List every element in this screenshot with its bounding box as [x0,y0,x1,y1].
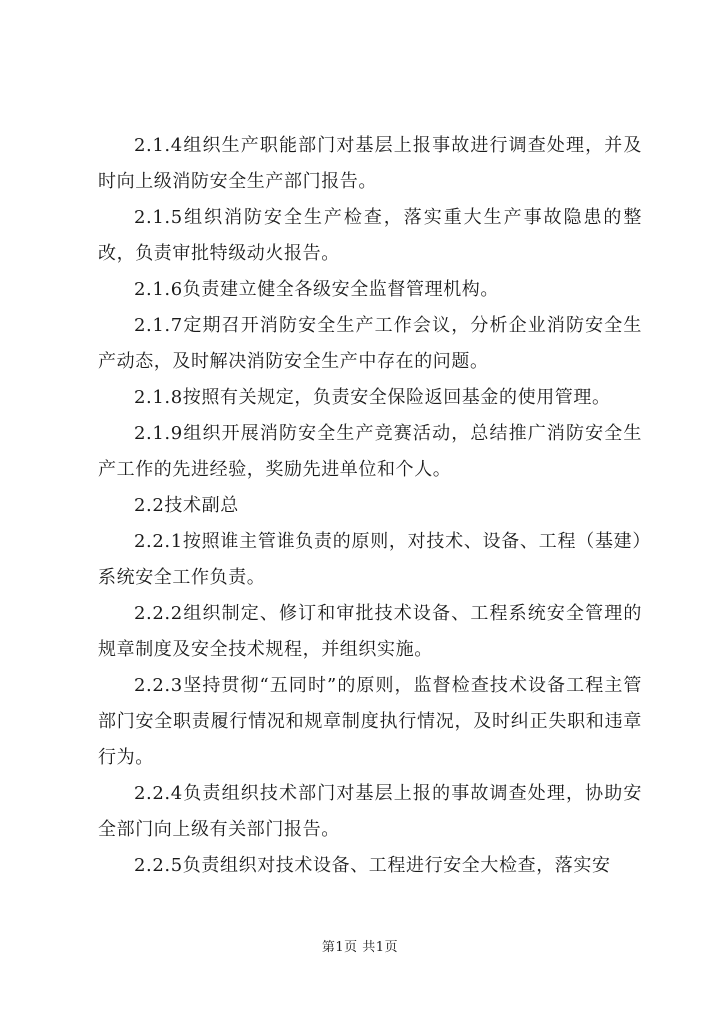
section-heading-2-2: 2.2技术副总 [134,495,239,516]
paragraph-2-2-1: 2.2.1按照谁主管谁负责的原则，对技术、设备、工程（基建）系统安全工作负责。 [98,531,642,588]
paragraph-2-1-6: 2.1.6负责建立健全各级安全监督管理机构。 [134,279,499,300]
paragraph-2-2-4: 2.2.4负责组织技术部门对基层上报的事故调查处理，协助安全部门向上级有关部门报告。 [98,783,642,840]
document-body [98,128,642,884]
paragraph-2-1-5: 2.1.5组织消防安全生产检查，落实重大生产事故隐患的整改，负责审批特级动火报告。 [98,207,642,264]
paragraph-2-2-2: 2.2.2组织制定、修订和审批技术设备、工程系统安全管理的规章制度及安全技术规程，并组织实施。 [98,603,642,660]
paragraph-2-2-3: 2.2.3坚持贯彻“五同时”的原则，监督检查技术设备工程主管部门安全职责履行情况和规章制度执行情况，及时纠正失职和违章行为。 [98,675,642,768]
paragraph-2-2-5: 2.2.5负责组织对技术设备、工程进行安全大检查，落实安 [134,855,611,876]
paragraph-2-1-9: 2.1.9组织开展消防安全生产竞赛活动，总结推广消防安全生产工作的先进经验，奖励先进单位和个人。 [98,423,642,480]
paragraph-2-1-8: 2.1.8按照有关规定，负责安全保险返回基金的使用管理。 [134,387,611,408]
page-footer: 第1页 共1页 [321,940,399,955]
paragraph-2-1-4: 2.1.4组织生产职能部门对基层上报事故进行调查处理，并及时向上级消防安全生产部门报告。 [98,135,642,192]
paragraph-2-1-7: 2.1.7定期召开消防安全生产工作会议，分析企业消防安全生产动态，及时解决消防安全生产中存在的问题。 [98,315,642,372]
